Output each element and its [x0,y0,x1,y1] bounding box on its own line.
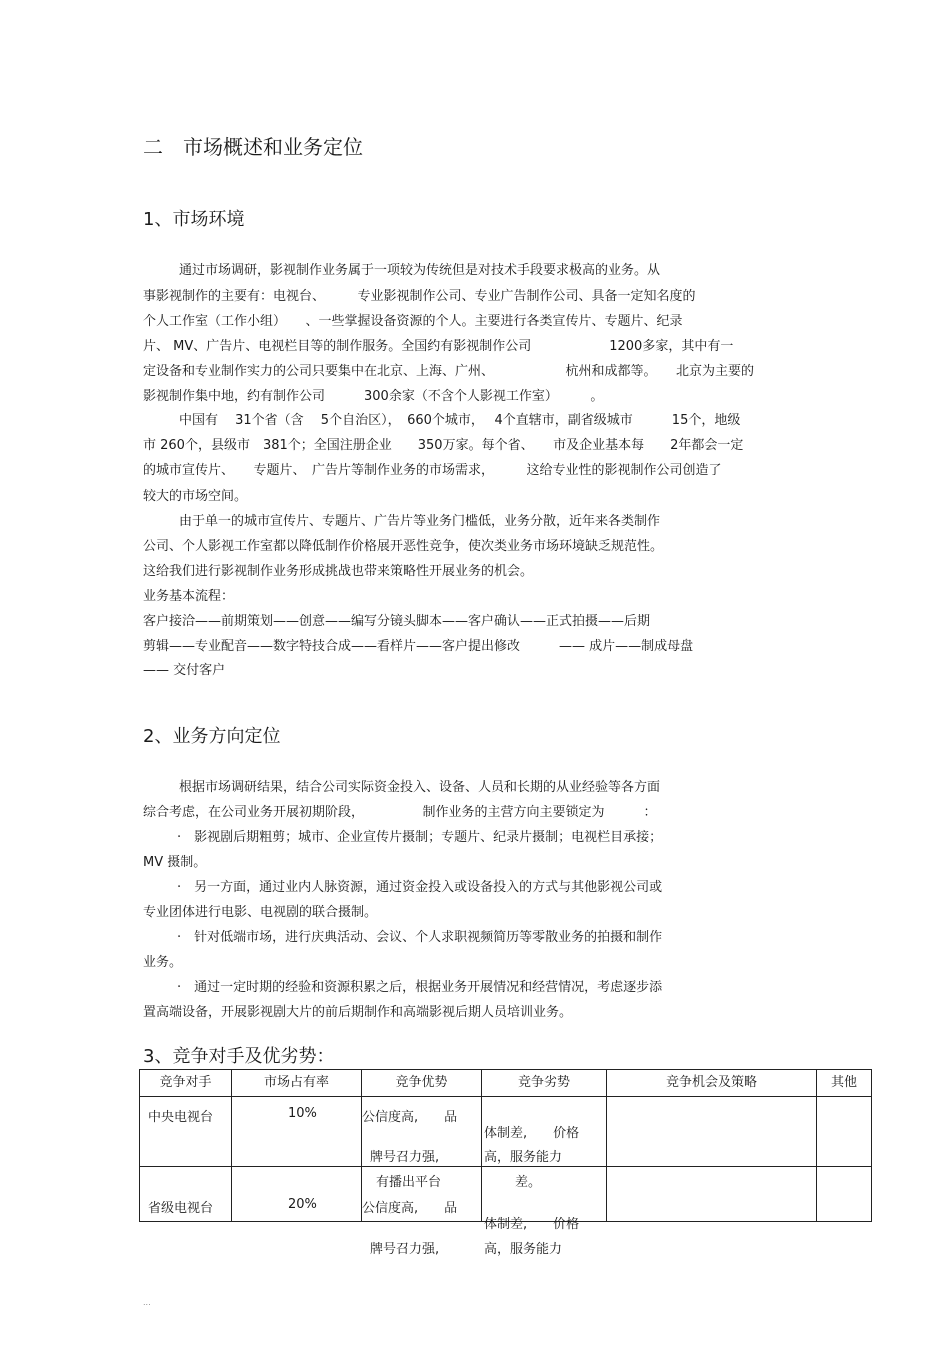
market-share: 10% [288,1106,317,1121]
table-cell [817,1167,872,1222]
column-header: 竞争优势 [362,1070,482,1097]
market-share: 20% [288,1197,317,1212]
disadvantage-line: 体制差, 价格 [484,1126,580,1141]
paragraph-line: 通过市场调研，影视制作业务属于一项较为传统但是对技术手段要求极高的业务。从 [179,263,661,278]
advantage-line: 公信度高, 品 [362,1110,458,1125]
advantage-line: 牌号召力强, [370,1242,440,1257]
advantage-line: 有播出平台 [376,1175,442,1190]
paragraph-line: 事影视制作的主要有：电视台、 专业影视制作公司、专业广告制作公司、具备一定知名度的 [143,289,696,304]
paragraph-line: 这给我们进行影视制作业务形成挑战也带来策略性开展业务的机会。 [143,564,534,579]
table-cell [232,1167,362,1222]
advantage-line: 牌号召力强, [370,1150,440,1165]
table-cell [607,1167,817,1222]
disadvantage-line: 体制差, 价格 [484,1217,580,1232]
paragraph-line: 影视制作集中地，约有制作公司 300余家（不含个人影视工作室） 。 [143,389,604,404]
paragraph-line: 根据市场调研结果，结合公司实际资金投入、设备、人员和长期的从业经验等各方面 [179,780,661,795]
paragraph-line: 片、 MV、广告片、电视栏目等的制作服务。全国约有影视制作公司 1200多家，其中有一 [143,339,734,354]
column-header: 市场占有率 [232,1070,362,1097]
paragraph-line: 的城市宣传片、 专题片、 广告片等制作业务的市场需求， 这给专业性的影视制作公司创造了 [143,463,722,478]
paragraph-line: 个人工作室（工作小组） 、一些掌握设备资源的个人。主要进行各类宣传片、专题片、纪录 [143,314,683,329]
table-cell [817,1097,872,1167]
paragraph-line: 公司、个人影视工作室都以降低制作价格展开恶性竞争，使次类业务市场环境缺乏规范性。 [143,539,664,554]
paragraph-line: 较大的市场空间。 [143,489,248,504]
paragraph-line: 由于单一的城市宣传片、专题片、广告片等业务门槛低，业务分散，近年来各类制作 [179,514,661,529]
bullet-line: · 通过一定时期的经验和资源积累之后，根据业务开展情况和经营情况，考虑逐步添 [177,980,663,995]
column-header: 其他 [817,1070,872,1097]
advantage-line: 公信度高, 品 [362,1201,458,1216]
column-header: 竞争机会及策略 [607,1070,817,1097]
paragraph-line: 业务。 [143,955,183,970]
paragraph-line: 专业团体进行电影、电视剧的联合摄制。 [143,905,378,920]
paragraph-line: 市 260个，县级市 381个；全国注册企业 350万家。每个省、 市及企业基本每 2年都会一定 [143,438,744,453]
bullet-line: · 针对低端市场，进行庆典活动、会议、个人求职视频简历等零散业务的拍摄和制作 [177,930,663,945]
section-title: 二 市场概述和业务定位 [143,135,363,159]
competitor-name: 省级电视台 [148,1201,214,1216]
subsection-title-competitors: 3、竞争对手及优劣势： [143,1046,335,1067]
paragraph-line: 置高端设备，开展影视剧大片的前后期制作和高端影视后期人员培训业务。 [143,1005,573,1020]
paragraph-line: 定设备和专业制作实力的公司只要集中在北京、上海、广州、 杭州和成都等。 北京为主要的 [143,364,755,379]
disadvantage-line: 高，服务能力 [484,1242,563,1257]
paragraph-line: 综合考虑，在公司业务开展初期阶段， 制作业务的主营方向主要锁定为 ： [143,805,657,820]
column-header: 竞争劣势 [482,1070,607,1097]
paragraph-line: 中国有 31个省（含 5个自治区）， 660个城市， 4个直辖市，副省级城市 15个，地级 [179,413,741,428]
subsection-title-market-environment: 1、市场环境 [143,209,245,230]
paragraph-line: —— 交付客户 [143,663,226,678]
paragraph-line: 客户接洽——前期策划——创意——编写分镜头脚本——客户确认——正式拍摄——后期 [143,614,651,629]
subsection-title-business-direction: 2、业务方向定位 [143,726,281,747]
disadvantage-line: 高，服务能力 [484,1150,563,1165]
paragraph-line: 业务基本流程： [143,589,235,604]
disadvantage-line: 差。 [515,1175,542,1190]
paragraph-line: 剪辑——专业配音——数字特技合成——看样片——客户提出修改 —— 成片——制成母盘 [143,639,694,654]
paragraph-line: MV 摄制。 [143,855,207,870]
table-cell [607,1097,817,1167]
bullet-line: · 另一方面，通过业内人脉资源，通过资金投入或设备投入的方式与其他影视公司或 [177,880,663,895]
column-header: 竞争对手 [140,1070,232,1097]
footer-mark: ... [143,1298,151,1307]
competitor-name: 中央电视台 [148,1110,214,1125]
bullet-line: · 影视剧后期粗剪；城市、企业宣传片摄制；专题片、纪录片摄制；电视栏目承接； [177,830,663,845]
table-header-row [140,1070,872,1097]
